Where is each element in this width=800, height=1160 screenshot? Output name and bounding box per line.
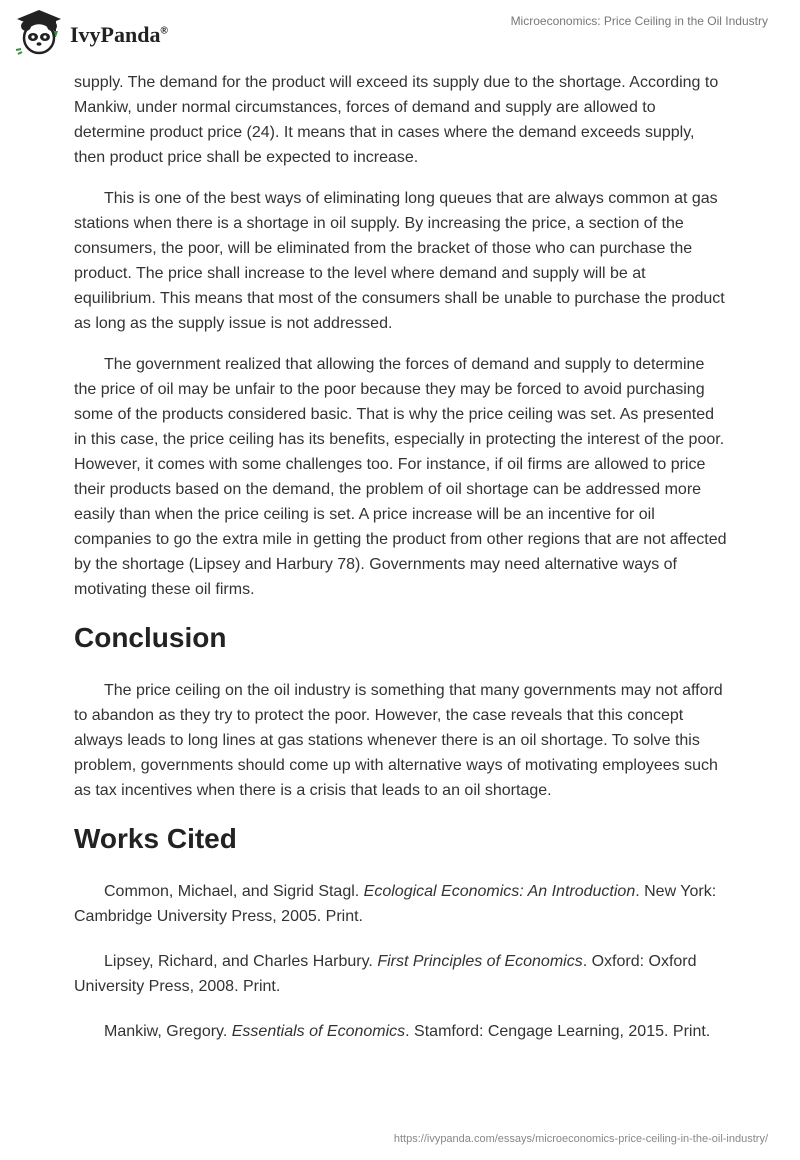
panda-graduate-icon	[14, 8, 64, 56]
page-header	[0, 0, 800, 70]
body-paragraph-3: The government realized that allowing the forces of demand and supply to determine the price of oil may be unfair to the poor because they may be forced to avoid purchasing some of the products considered basic. That is why the price ceiling was set. As presented in this case, the price ceiling has its benefits, especially in protecting the interest of the poor. However, it comes with some challenges too. For instance, if oil firms are allowed to price their products based on the demand, the problem of oil shortage can be addressed more easily than when the price ceiling is set. A price increase will be an incentive for oil companies to go the extra mile in getting the product from other regions that are not affected by the shortage (Lipsey and Harbury 78). Governments may need alternative ways of motivating these oil firms.	[74, 356, 727, 598]
reference-item: Mankiw, Gregory. Essentials of Economics. Stamford: Cengage Learning, 2015. Print.	[104, 1023, 711, 1040]
source-url-link[interactable]: https://ivypanda.com/essays/microeconomics-price-ceiling-in-the-oil-industry/	[393, 1133, 768, 1145]
conclusion-heading: Conclusion	[74, 622, 227, 653]
conclusion-paragraph: The price ceiling on the oil industry is something that many governments may not afford to abandon as they try to protect the poor. However, the case reveals that this concept always leads to long lines at gas stations whenever there is an oil shortage. To solve this problem, governments should come up with alternative ways of motivating employees such as tax incentives when there is a crisis that leads to an oil shortage.	[74, 682, 723, 799]
document-title: Microeconomics: Price Ceiling in the Oil Industry	[510, 14, 768, 28]
works-cited-heading: Works Cited	[74, 823, 237, 854]
body-paragraph-2: This is one of the best ways of eliminating long queues that are always common at gas stations when there is a shortage in oil supply. By increasing the price, a section of the consumers, the poor, will be eliminated from the bracket of those who can purchase the product. The price shall increase to the level where demand and supply will be at equilibrium. This means that most of the consumers shall be unable to purchase the product as long as the supply issue is not addressed.	[74, 190, 725, 332]
reference-item: Lipsey, Richard, and Charles Harbury. First Principles of Economics. Oxford: Oxford University Press, 2008. Print.	[74, 953, 697, 995]
brand-logo[interactable]	[14, 8, 168, 56]
reference-item: Common, Michael, and Sigrid Stagl. Ecological Economics: An Introduction. New York: Cambridge University Press, 2005. Print.	[74, 883, 717, 925]
essay-content	[74, 70, 728, 1064]
brand-name: IvyPanda®	[70, 22, 168, 47]
body-paragraph-1: supply. The demand for the product will exceed its supply due to the shortage. According to Mankiw, under normal circumstances, forces of demand and supply are allowed to determine product price (24). It means that in cases where the demand exceeds supply, then product price shall be expected to increase.	[74, 74, 719, 166]
